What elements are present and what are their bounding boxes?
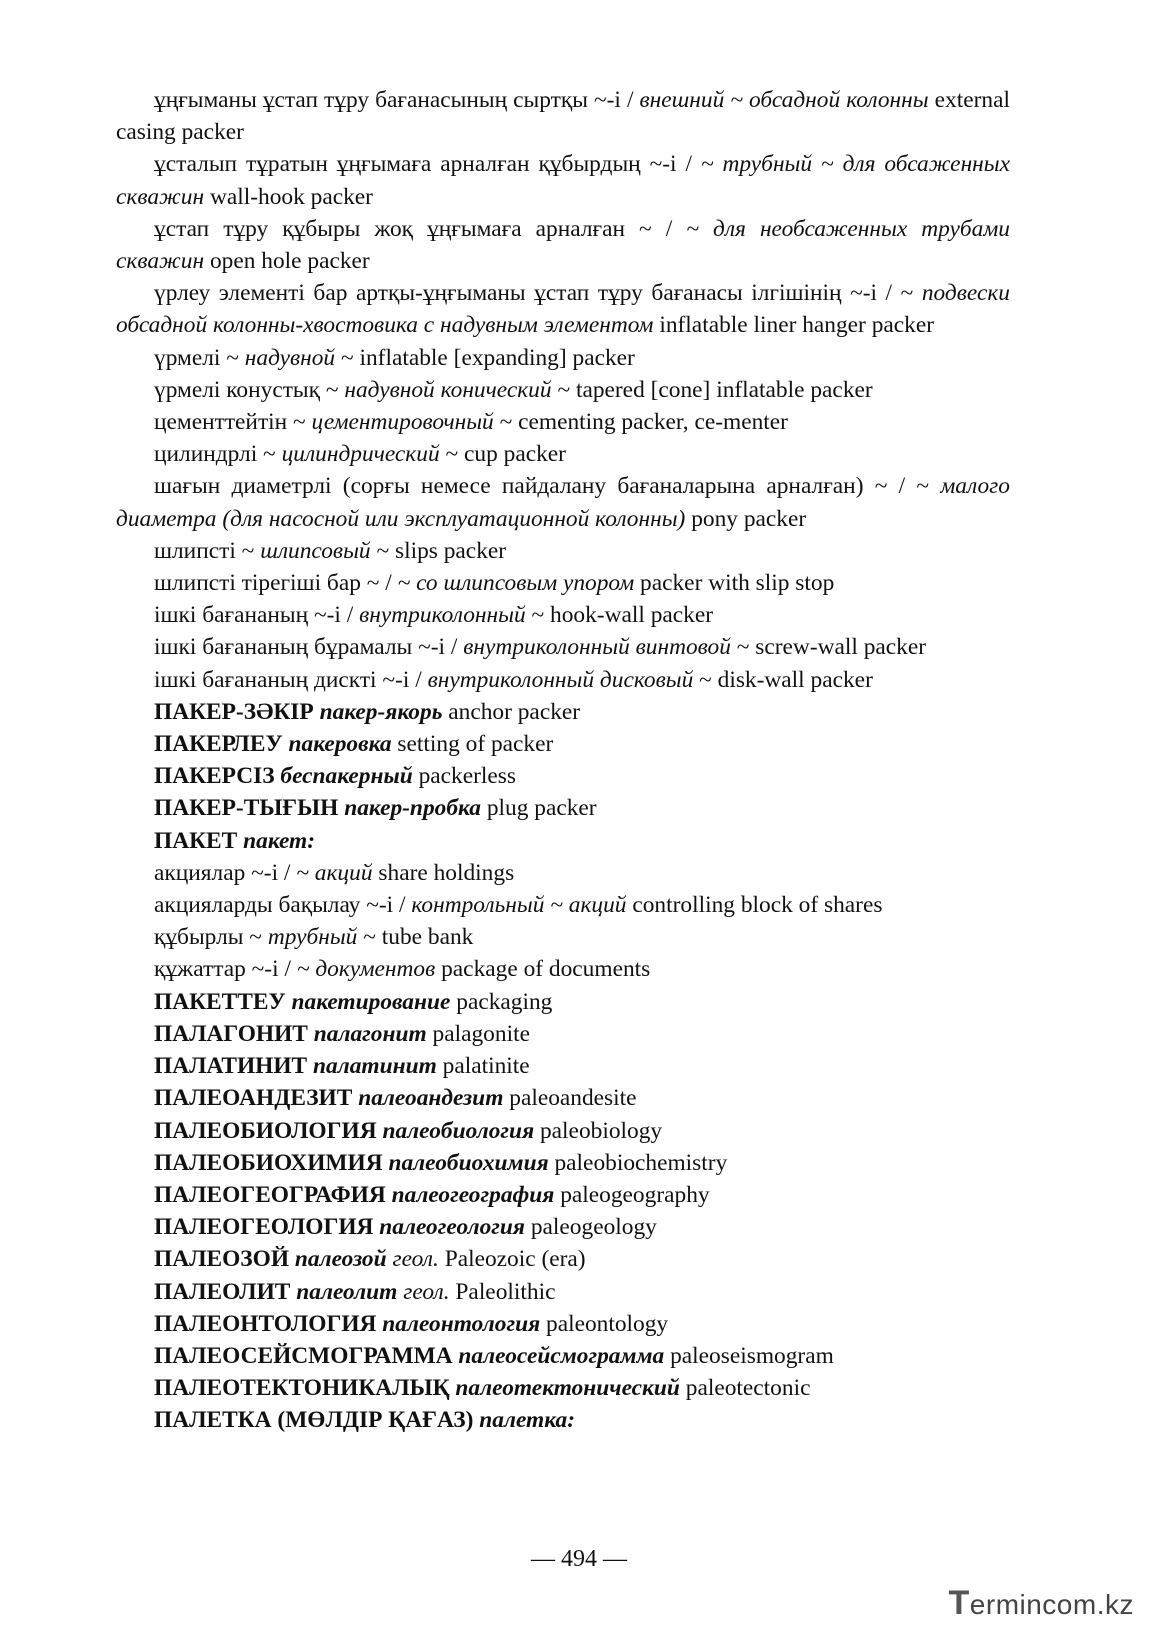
russian-term: пакеровка (288, 731, 392, 758)
russian-term: внутриколонный дисковый (427, 666, 694, 693)
watermark-initial: T (948, 1584, 970, 1622)
russian-term: пакер-якорь (319, 698, 443, 725)
russian-term: ~ для необсаженных трубами скважин (116, 215, 1010, 275)
english-term: plug packer (486, 795, 597, 822)
english-term: open hole packer (209, 248, 370, 275)
headword-entry (116, 760, 1010, 792)
headword-entry (116, 792, 1010, 824)
kazakh-term: ішкі бағананың дискті ~-і / (154, 666, 422, 693)
page-number: — 494 — (531, 1546, 627, 1572)
sub-entry (116, 342, 1010, 374)
headword-entry (116, 1276, 1010, 1308)
kazakh-headword: ПАКЕРЛЕУ (154, 731, 283, 758)
english-term: palatinite (442, 1053, 530, 1080)
kazakh-term: цементтейтін ~ (154, 409, 306, 436)
sub-entry (116, 664, 1010, 696)
kazakh-term: құбырлы ~ (154, 924, 262, 951)
watermark-text: ermincom.kz (969, 1589, 1134, 1620)
sub-entry (116, 857, 1010, 889)
russian-term: беспакерный (280, 763, 413, 790)
kazakh-headword: ПАКЕР-ЗӘКІР (154, 698, 314, 725)
headword-entry (116, 986, 1010, 1018)
kazakh-headword: ПАЛЕОБИОЛОГИЯ (154, 1117, 377, 1144)
headword-entry (116, 825, 1010, 857)
english-term: paleogeography (560, 1181, 710, 1208)
kazakh-headword: ПАКЕТ (154, 827, 238, 854)
headword-entry (116, 1308, 1010, 1340)
kazakh-headword: ПАЛЕОСЕЙСМОГРАММА (154, 1342, 453, 1369)
headword-entry (116, 1018, 1010, 1050)
headword-entry (116, 1404, 1010, 1436)
kazakh-headword: ПАЛЕОЛИТ (154, 1278, 291, 1305)
headword-entry (116, 1115, 1010, 1147)
headword-entry (116, 1082, 1010, 1114)
kazakh-term: үрмелі конустық ~ (154, 376, 339, 403)
russian-term: малого диаметра (для насосной или эксплуатационной колонны) (116, 473, 1010, 532)
kazakh-term: цилиндрлі ~ (154, 441, 276, 468)
kazakh-term: шағын диаметрлі (сорғы немесе пайдалану бағаналарына арналған) ~ / ~ (154, 473, 930, 500)
russian-term: палеобиология (382, 1117, 535, 1144)
headword-entry (116, 728, 1010, 760)
kazakh-headword: ПАЛЕОГЕОГРАФИЯ (154, 1181, 386, 1208)
russian-term: шлипсовый (260, 537, 371, 564)
russian-term: палагонит (313, 1020, 427, 1047)
english-term: ~ disk-wall packer (699, 666, 873, 693)
kazakh-headword: ПАЛЕОТЕКТОНИКАЛЫҚ (154, 1375, 450, 1402)
sub-entry (116, 438, 1010, 470)
english-term: controlling block of shares (632, 892, 883, 919)
russian-term: внешний ~ обсадной колонны (639, 87, 929, 113)
headword-entry (116, 1372, 1010, 1404)
russian-term: цементировочный (311, 409, 494, 436)
russian-term: палеонтология (382, 1310, 541, 1337)
kazakh-term: үрлеу элементі бар артқы-ұңғыманы ұстап тұру бағанасы ілгішінің ~-і / ~ (154, 280, 914, 307)
kazakh-headword: ПАЛЕТКА (МӨЛДІР ҚАҒАЗ) (154, 1407, 474, 1434)
headword-entry (116, 1340, 1010, 1372)
russian-term: ~ акций (296, 859, 373, 886)
sub-entry (116, 374, 1010, 406)
headword-entry (116, 1243, 1010, 1275)
kazakh-headword: ПАКЕР-ТЫҒЫН (154, 795, 339, 822)
russian-term: палеолит (296, 1278, 398, 1305)
russian-term: пакер-пробка (344, 795, 481, 822)
russian-term: внутриколонный винтовой (463, 634, 731, 661)
headword-entry (116, 1211, 1010, 1243)
english-term: ~ tapered [cone] inflatable packer (557, 376, 873, 403)
english-term: paleoseismogram (670, 1342, 834, 1369)
english-term: Paleozoic (era) (444, 1246, 586, 1273)
russian-term: палетка: (479, 1407, 576, 1434)
russian-term: палеосейсмограмма (458, 1342, 665, 1369)
english-term: paleogeology (530, 1214, 657, 1241)
kazakh-headword: ПАКЕРСІЗ (154, 763, 275, 790)
kazakh-term: шлипсті ~ (154, 537, 255, 564)
usage-note: геол. (403, 1278, 450, 1305)
english-term: paleoandesite (509, 1085, 637, 1112)
russian-term: трубный (267, 924, 358, 951)
english-term: ~ screw-wall packer (736, 634, 927, 661)
english-term: paleobiochemistry (554, 1149, 728, 1176)
kazakh-headword: ПАКЕТТЕУ (154, 988, 286, 1015)
russian-term: пакетирование (291, 988, 451, 1015)
headword-entry (116, 1179, 1010, 1211)
english-term: ~ cementing packer, ce-menter (499, 409, 788, 436)
sub-entry (116, 921, 1010, 953)
headword-entry (116, 1147, 1010, 1179)
english-term: ~ cup packer (445, 441, 566, 468)
kazakh-term: ішкі бағананың бұрамалы ~-і / (154, 634, 458, 661)
russian-term: цилиндрический (281, 441, 440, 468)
usage-note: геол. (392, 1246, 439, 1273)
headword-entry (116, 696, 1010, 728)
russian-term: палатинит (313, 1053, 437, 1080)
kazakh-headword: ПАЛЕОЗОЙ (154, 1246, 290, 1273)
russian-term: надувной (244, 344, 336, 371)
english-term: anchor packer (448, 698, 581, 725)
sub-entry (116, 631, 1010, 663)
english-term: ~ slips packer (376, 537, 507, 564)
sub-entry (116, 599, 1010, 631)
english-term: inflatable liner hanger packer (659, 312, 935, 339)
english-term: setting of packer (397, 731, 554, 758)
headword-entry (116, 1050, 1010, 1082)
russian-term: подвески обсадной колонны-хвостовика с надувным элементом (116, 280, 1010, 339)
russian-term: ~ трубный ~ для обсаженных скважин (116, 151, 1010, 210)
russian-term: контрольный ~ акций (411, 892, 627, 919)
russian-term: палеозой (294, 1246, 387, 1273)
sub-entry (116, 84, 1010, 148)
english-term: package of documents (441, 956, 651, 983)
english-term: palagonite (432, 1020, 530, 1047)
kazakh-term: акцияларды бақылау ~-і / (154, 892, 406, 919)
kazakh-term: құжаттар ~-і / (154, 956, 291, 983)
english-term: packer with slip stop (640, 570, 835, 597)
kazakh-headword: ПАЛЕОАНДЕЗИТ (154, 1085, 353, 1112)
english-term: ~ hook-wall packer (531, 602, 714, 629)
russian-term: палеотектонический (455, 1375, 680, 1402)
kazakh-headword: ПАЛЕОГЕОЛОГИЯ (154, 1214, 374, 1241)
english-term: share holdings (378, 859, 515, 886)
russian-term: внутриколонный (359, 602, 526, 629)
kazakh-term: ішкі бағананың ~-і / (154, 602, 354, 629)
sub-entry (116, 277, 1010, 341)
sub-entry (116, 567, 1010, 599)
english-term: ~ inflatable [expanding] packer (340, 344, 635, 371)
kazakh-term: ұңғыманы ұстап тұру бағанасының сыртқы ~-і / (154, 87, 634, 113)
english-term: paleotectonic (685, 1375, 811, 1402)
english-term: packaging (456, 988, 553, 1015)
english-term: Paleolithic (455, 1278, 556, 1305)
english-term: external casing packer (116, 87, 1010, 146)
russian-term: палеоандезит (358, 1085, 504, 1112)
english-term: pony packer (691, 505, 807, 532)
russian-term: палеобиохимия (388, 1149, 549, 1176)
sub-entry (116, 213, 1010, 277)
russian-term: ~ со шлипсовым упором (397, 570, 635, 597)
kazakh-headword: ПАЛЕОБИОХИМИЯ (154, 1149, 383, 1176)
english-term: wall-hook packer (209, 183, 373, 210)
kazakh-term: ұсталып тұратын ұңғымаға арналған құбырдың ~-і / (154, 151, 692, 178)
sub-entry (116, 889, 1010, 921)
sub-entry (116, 148, 1010, 212)
sub-entry (116, 535, 1010, 567)
russian-term: надувной конический (344, 376, 552, 403)
russian-term: ~ документов (296, 956, 436, 983)
english-term: packerless (418, 763, 516, 790)
kazakh-term: үрмелі ~ (154, 344, 239, 371)
kazakh-headword: ПАЛАТИНИТ (154, 1053, 308, 1080)
kazakh-term: акциялар ~-і / (154, 859, 291, 886)
russian-term: пакет: (243, 827, 316, 854)
english-term: ~ tube bank (363, 924, 474, 951)
english-term: paleontology (546, 1310, 669, 1337)
kazakh-headword: ПАЛЕОНТОЛОГИЯ (154, 1310, 377, 1337)
sub-entry (116, 470, 1010, 534)
kazakh-term: ұстап тұру құбыры жоқ ұңғымаға арналған ~ / (154, 215, 673, 242)
dictionary-page (116, 84, 1010, 1437)
kazakh-term: шлипсті тірегіші бар ~ / (154, 570, 392, 597)
russian-term: палеогеология (379, 1214, 525, 1241)
russian-term: палеогеография (391, 1181, 555, 1208)
kazakh-headword: ПАЛАГОНИТ (154, 1020, 308, 1047)
english-term: paleobiology (539, 1117, 663, 1144)
sub-entry (116, 406, 1010, 438)
termincom-watermark-logo (949, 1584, 1134, 1623)
sub-entry (116, 953, 1010, 985)
